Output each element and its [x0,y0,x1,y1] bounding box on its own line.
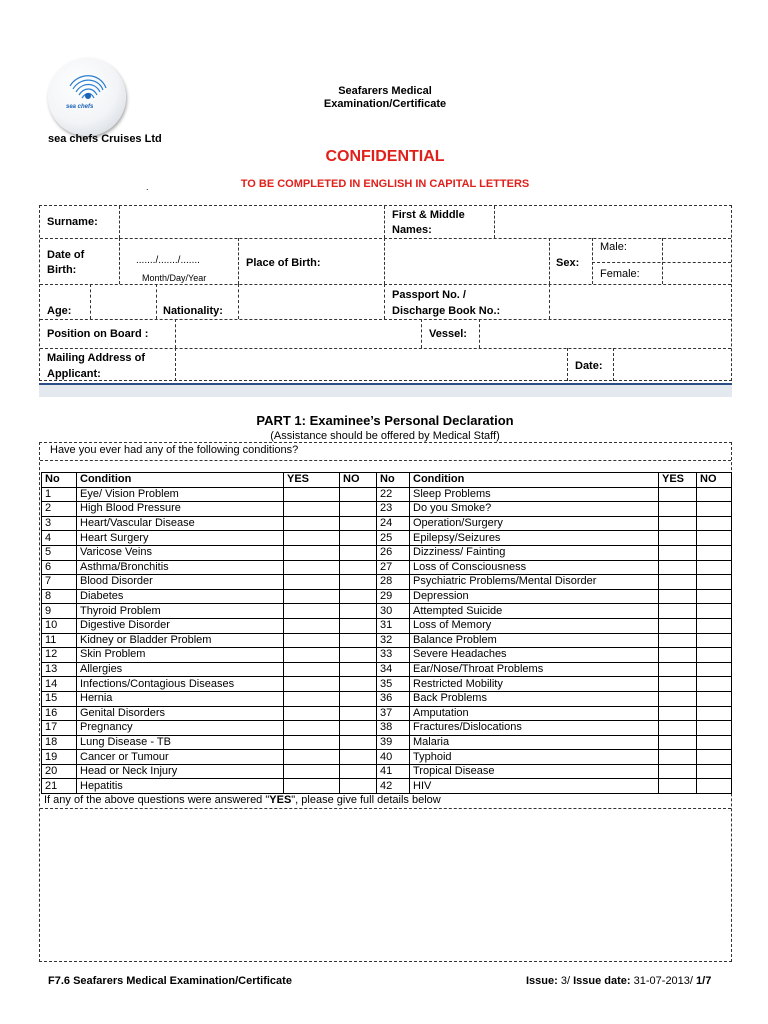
surname-label: Surname: [47,216,98,228]
stray-mark: . [146,182,149,192]
condition-row [42,648,732,663]
passport-label-1: Passport No. / [392,289,466,301]
condition-row [42,487,732,502]
no-answer-cell[interactable] [697,648,732,663]
condition-name: Attempted Suicide [410,604,659,619]
yes-answer-cell[interactable] [659,487,697,502]
condition-row [42,691,732,706]
condition-number: 8 [42,589,77,604]
logo-text: sea chefs [66,104,94,110]
condition-number: 14 [42,677,77,692]
condition-name: Amputation [410,706,659,721]
no-answer-cell[interactable] [340,604,377,619]
yes-answer-cell[interactable] [284,779,340,794]
col-header-no-answer: NO [340,473,377,488]
col-header-no-2: No [377,473,410,488]
surname-field[interactable] [122,208,382,236]
condition-row [42,677,732,692]
yes-answer-cell[interactable] [284,618,340,633]
yes-answer-cell[interactable] [284,764,340,779]
condition-name: Skin Problem [77,648,284,663]
condition-number: 18 [42,735,77,750]
no-answer-cell[interactable] [340,721,377,736]
condition-row [42,560,732,575]
yes-answer-cell[interactable] [284,589,340,604]
yes-answer-cell[interactable] [659,750,697,765]
dob-format-hint: Month/Day/Year [142,273,207,283]
condition-row [42,502,732,517]
condition-row [42,516,732,531]
mailing-label-2: Applicant: [47,368,101,380]
condition-name: HIV [410,779,659,794]
yes-note-bold: YES [269,794,292,806]
dob-field[interactable]: ......./......./....... [136,255,200,266]
condition-name: Loss of Memory [410,618,659,633]
nationality-field[interactable] [241,286,382,317]
issue-date: 31-07-2013/ [633,975,693,987]
yes-answer-cell[interactable] [284,706,340,721]
condition-number: 34 [377,662,410,677]
condition-number: 1 [42,487,77,502]
yes-answer-cell[interactable] [659,604,697,619]
condition-number: 28 [377,575,410,590]
no-answer-cell[interactable] [340,662,377,677]
no-answer-cell[interactable] [697,691,732,706]
yes-answer-cell[interactable] [659,589,697,604]
condition-name: Typhoid [410,750,659,765]
page-number: 1/7 [696,975,712,987]
condition-name: Fractures/Dislocations [410,721,659,736]
condition-number: 22 [377,487,410,502]
yes-answer-cell[interactable] [659,516,697,531]
condition-number: 4 [42,531,77,546]
condition-number: 2 [42,502,77,517]
condition-number: 37 [377,706,410,721]
no-answer-cell[interactable] [697,735,732,750]
yes-answer-cell[interactable] [284,531,340,546]
condition-number: 20 [42,764,77,779]
dob-label-2: Birth: [47,264,77,276]
yes-answer-cell[interactable] [284,487,340,502]
female-label: Female: [600,268,640,280]
conditions-table [41,472,732,794]
yes-answer-cell[interactable] [659,677,697,692]
issue-date-label: Issue date: [573,975,631,987]
condition-name: Depression [410,589,659,604]
col-header-condition: Condition [77,473,284,488]
condition-name: Epilepsy/Seizures [410,531,659,546]
condition-name: Do you Smoke? [410,502,659,517]
condition-number: 36 [377,691,410,706]
condition-name: Infections/Contagious Diseases [77,677,284,692]
yes-answer-cell[interactable] [284,691,340,706]
age-field[interactable] [93,286,153,317]
date-field[interactable] [616,350,729,379]
condition-name: Hepatitis [77,779,284,794]
yes-answer-cell[interactable] [659,502,697,517]
no-answer-cell[interactable] [697,750,732,765]
condition-name: Genital Disorders [77,706,284,721]
yes-answer-cell[interactable] [659,721,697,736]
condition-name: Back Problems [410,691,659,706]
condition-number: 33 [377,648,410,663]
yes-answer-cell[interactable] [659,633,697,648]
condition-name: Diabetes [77,589,284,604]
no-answer-cell[interactable] [697,633,732,648]
issue-number: 3/ [560,975,571,987]
condition-number: 15 [42,691,77,706]
no-answer-cell[interactable] [697,604,732,619]
condition-name: Pregnancy [77,721,284,736]
condition-name: Heart Surgery [77,531,284,546]
nationality-label: Nationality: [163,305,223,317]
condition-name: Psychiatric Problems/Mental Disorder [410,575,659,590]
no-answer-cell[interactable] [697,531,732,546]
col-header-yes-2: YES [659,473,697,488]
yes-answer-cell[interactable] [284,604,340,619]
condition-number: 41 [377,764,410,779]
no-answer-cell[interactable] [340,750,377,765]
condition-name: Cancer or Tumour [77,750,284,765]
condition-row [42,662,732,677]
no-answer-cell[interactable] [340,735,377,750]
yes-answer-cell[interactable] [659,779,697,794]
date-label: Date: [575,360,603,372]
passport-label-2: Discharge Book No.: [392,305,501,317]
no-answer-cell[interactable] [340,706,377,721]
yes-answer-cell[interactable] [284,545,340,560]
first-names-field[interactable] [497,208,727,236]
no-answer-cell[interactable] [340,560,377,575]
confidential-heading: CONFIDENTIAL [325,148,445,165]
yes-answer-cell[interactable] [659,662,697,677]
condition-number: 29 [377,589,410,604]
condition-name: Restricted Mobility [410,677,659,692]
instruction-text: TO BE COMPLETED IN ENGLISH IN CAPITAL LETTERS [240,178,530,190]
condition-row [42,531,732,546]
condition-row [42,604,732,619]
header-title-line2: Examination/Certificate [323,98,447,110]
no-answer-cell[interactable] [340,502,377,517]
no-answer-cell[interactable] [697,706,732,721]
condition-number: 21 [42,779,77,794]
condition-number: 19 [42,750,77,765]
yes-answer-cell[interactable] [659,735,697,750]
condition-number: 35 [377,677,410,692]
yes-answer-cell[interactable] [284,735,340,750]
footer-document-title: F7.6 Seafarers Medical Examination/Certificate [48,975,292,987]
col-header-no-answer-2: NO [697,473,732,488]
vessel-field[interactable] [482,321,729,346]
no-answer-cell[interactable] [340,691,377,706]
condition-name: Hernia [77,691,284,706]
condition-number: 39 [377,735,410,750]
condition-name: Balance Problem [410,633,659,648]
conditions-header-row [42,473,732,488]
yes-details-instruction [44,794,441,806]
condition-number: 32 [377,633,410,648]
yes-note-post: ", please give full details below [291,794,441,806]
yes-answer-cell[interactable] [284,575,340,590]
part1-subtitle: (Assistance should be offered by Medical Staff) [270,430,500,442]
no-answer-cell[interactable] [340,618,377,633]
condition-name: Severe Headaches [410,648,659,663]
company-logo [48,58,126,136]
no-answer-cell[interactable] [340,487,377,502]
yes-answer-cell[interactable] [284,648,340,663]
condition-number: 13 [42,662,77,677]
no-answer-cell[interactable] [697,764,732,779]
yes-answer-cell[interactable] [659,545,697,560]
sex-label: Sex: [556,257,580,269]
condition-name: Varicose Veins [77,545,284,560]
no-answer-cell[interactable] [340,589,377,604]
condition-number: 38 [377,721,410,736]
mailing-label-1: Mailing Address of [47,352,145,364]
condition-name: Malaria [410,735,659,750]
condition-row [42,575,732,590]
female-checkbox[interactable] [665,265,729,283]
condition-number: 27 [377,560,410,575]
condition-number: 3 [42,516,77,531]
yes-answer-cell[interactable] [659,618,697,633]
yes-answer-cell[interactable] [659,706,697,721]
condition-name: Allergies [77,662,284,677]
condition-row [42,545,732,560]
footer-issue-info [526,975,711,987]
issue-label: Issue: [526,975,558,987]
condition-name: Heart/Vascular Disease [77,516,284,531]
condition-row [42,750,732,765]
condition-name: Sleep Problems [410,487,659,502]
no-answer-cell[interactable] [697,618,732,633]
position-field[interactable] [178,321,419,346]
condition-row [42,633,732,648]
yes-answer-cell[interactable] [284,502,340,517]
no-answer-cell[interactable] [697,487,732,502]
no-answer-cell[interactable] [340,633,377,648]
col-header-yes: YES [284,473,340,488]
no-answer-cell[interactable] [697,516,732,531]
no-answer-cell[interactable] [697,779,732,794]
col-header-no: No [42,473,77,488]
yes-answer-cell[interactable] [284,721,340,736]
condition-row [42,779,732,794]
yes-answer-cell[interactable] [284,677,340,692]
condition-name: Ear/Nose/Throat Problems [410,662,659,677]
male-label: Male: [600,241,627,253]
no-answer-cell[interactable] [697,662,732,677]
yes-details-field[interactable] [42,810,730,960]
yes-answer-cell[interactable] [659,648,697,663]
condition-row [42,706,732,721]
no-answer-cell[interactable] [340,764,377,779]
condition-name: High Blood Pressure [77,502,284,517]
yes-answer-cell[interactable] [284,662,340,677]
yes-answer-cell[interactable] [659,531,697,546]
condition-number: 12 [42,648,77,663]
dob-label-1: Date of [47,249,85,261]
company-name: sea chefs Cruises Ltd [48,133,162,145]
no-answer-cell[interactable] [340,531,377,546]
condition-number: 26 [377,545,410,560]
section-separator [39,383,732,397]
condition-number: 10 [42,618,77,633]
personal-details-form [39,205,732,381]
yes-answer-cell[interactable] [659,764,697,779]
swirl-logo-icon [48,58,126,136]
passport-field[interactable] [552,286,729,317]
condition-number: 6 [42,560,77,575]
condition-row [42,764,732,779]
condition-row [42,618,732,633]
no-answer-cell[interactable] [340,516,377,531]
no-answer-cell[interactable] [697,502,732,517]
first-names-label-2: Names: [392,224,432,236]
no-answer-cell[interactable] [340,677,377,692]
conditions-question: Have you ever had any of the following conditions? [50,444,299,456]
male-checkbox[interactable] [665,240,729,260]
condition-number: 16 [42,706,77,721]
condition-name: Thyroid Problem [77,604,284,619]
condition-row [42,721,732,736]
yes-answer-cell[interactable] [284,750,340,765]
no-answer-cell[interactable] [697,677,732,692]
no-answer-cell[interactable] [697,545,732,560]
condition-name: Dizziness/ Fainting [410,545,659,560]
condition-name: Head or Neck Injury [77,764,284,779]
place-of-birth-label: Place of Birth: [246,257,321,269]
condition-name: Kidney or Bladder Problem [77,633,284,648]
condition-number: 40 [377,750,410,765]
yes-answer-cell[interactable] [659,575,697,590]
yes-answer-cell[interactable] [284,516,340,531]
yes-answer-cell[interactable] [659,691,697,706]
condition-name: Blood Disorder [77,575,284,590]
condition-number: 17 [42,721,77,736]
mailing-address-field[interactable] [178,350,565,379]
condition-number: 7 [42,575,77,590]
position-label: Position on Board : [47,328,149,340]
age-label: Age: [47,305,72,317]
first-names-label-1: First & Middle [392,209,465,221]
condition-number: 25 [377,531,410,546]
condition-name: Lung Disease - TB [77,735,284,750]
header-title-line1: Seafarers Medical [338,85,432,97]
condition-name: Eye/ Vision Problem [77,487,284,502]
condition-number: 31 [377,618,410,633]
condition-name: Loss of Consciousness [410,560,659,575]
condition-name: Tropical Disease [410,764,659,779]
yes-answer-cell[interactable] [284,560,340,575]
part1-title: PART 1: Examinee’s Personal Declaration [256,413,514,428]
condition-number: 9 [42,604,77,619]
condition-number: 5 [42,545,77,560]
no-answer-cell[interactable] [697,575,732,590]
no-answer-cell[interactable] [697,589,732,604]
no-answer-cell[interactable] [340,648,377,663]
vessel-label: Vessel: [429,328,467,340]
condition-number: 42 [377,779,410,794]
condition-name: Operation/Surgery [410,516,659,531]
no-answer-cell[interactable] [340,575,377,590]
condition-row [42,589,732,604]
yes-answer-cell[interactable] [659,560,697,575]
condition-number: 23 [377,502,410,517]
yes-answer-cell[interactable] [284,633,340,648]
no-answer-cell[interactable] [340,545,377,560]
no-answer-cell[interactable] [697,721,732,736]
condition-number: 11 [42,633,77,648]
condition-row [42,735,732,750]
condition-number: 30 [377,604,410,619]
condition-name: Asthma/Bronchitis [77,560,284,575]
condition-name: Digestive Disorder [77,618,284,633]
place-of-birth-field[interactable] [387,240,547,282]
yes-note-pre: If any of the above questions were answered " [44,794,270,806]
no-answer-cell[interactable] [340,779,377,794]
no-answer-cell[interactable] [697,560,732,575]
col-header-condition-2: Condition [410,473,659,488]
condition-number: 24 [377,516,410,531]
